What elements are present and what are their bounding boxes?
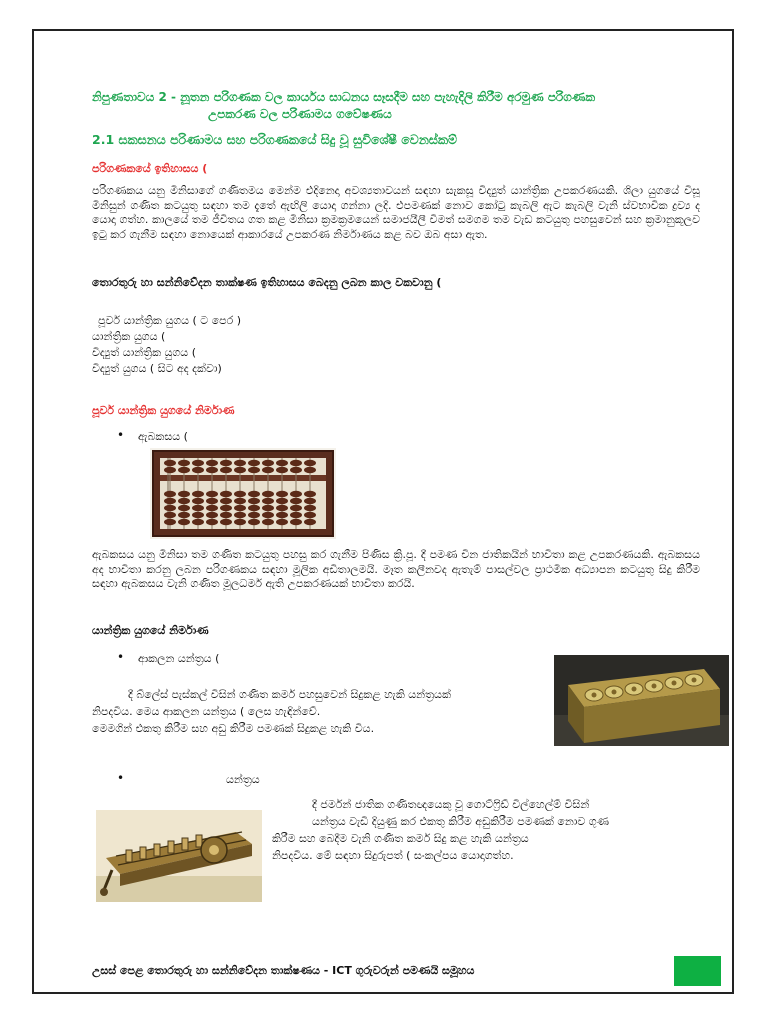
bullet-leibniz-machine: • <box>117 771 125 785</box>
competency-heading-line2: උපකරණ වල පරිණාමය ගවේෂණය <box>208 107 392 121</box>
bullet-adding-machine: • <box>117 650 125 664</box>
section-title: 2.1 සකසනය පරිණාමය සහ පරිගණකයේ සිදු වූ සුවිශේෂී වෙනස්කම් <box>92 132 458 147</box>
pascal-paragraph-line1: දී බ්ලේස් පැස්කල් විසින් ගණිත කර්ම පහසුවෙන් සිදුකළ හැකි යන්ත්‍රයක් <box>128 688 451 701</box>
abacus-image <box>150 448 336 539</box>
pre-mechanical-title: පූර්ව යාන්ත්‍රික යුගයේ නිර්මාණ <box>92 404 235 417</box>
page-number-box <box>674 956 721 986</box>
bullet-abacus: • <box>117 428 125 442</box>
leibniz-machine-label: යන්ත්‍රය <box>226 773 260 786</box>
history-title: පරිගණකයේ ඉතිහාසය ( <box>92 162 208 175</box>
period-item: විද්‍යුත් යාන්ත්‍රික යුගය ( <box>92 346 196 359</box>
pascal-paragraph-line3: මෙමගින් එකතු කිරීම සහ අඩු කිරීම පමණක් සිදුකළ හැකි විය. <box>92 722 375 735</box>
period-item: විද්‍යුත් යුගය ( සිට අද දක්වා) <box>92 362 222 375</box>
adding-machine-label: ආකලන යන්ත්‍රය ( <box>138 652 220 665</box>
leibniz-paragraph-line3: කිරීම සහ බෙදීම වැනි ගණිත කර්ම සිදු කළ හැකි යන්ත්‍රය <box>272 832 529 845</box>
history-paragraph: පරිගණකය යනු මිනිසාගේ ගණිතමය මෙන්ම එදිනෙදා අවශ්‍යතාවයන් සඳහා සැකසූ විද්‍යුත් යාන්ත්‍රික උපකරණයකි. ශිලා යුගයේ විසූ මිනිසුන් ගණිත කටයුතු සඳහා තම දැතේ ඇඟිලි යොදා ගන්නා ලදි. එපමණක් නොව කෝටු කැබලි ඇට කැබලි වැනි ස්වභාවික ද්‍රව්‍ය ද යොදා ගත්හ. කාලයේ තම ජීවිතය ගත කළ මිනිසා ක්‍රමක්‍රමයෙන් සමාජයීලී වීමත් සමගම තම වැඩ කටයුතු පහසුවෙන් සහ ක්‍රමානුකූලව ඉටු කර ගැනීම සඳහා නොයෙක් ආකාරයේ උපකරණ නිර්මාණය කළ බව ඔබ අසා ඇත. <box>92 184 700 241</box>
period-item: පූර්ව යාන්ත්‍රික යුගය ( ට පෙර ) <box>98 314 242 327</box>
pascal-paragraph-line2: නිපදවීය. මෙය ආකලන යන්ත්‍රය ( ලෙස හැඳින්වේ. <box>92 705 321 718</box>
abacus-item-label: ඇබකසය ( <box>138 430 188 443</box>
competency-heading-line1: නිපුණතාවය 2 - නූතන පරිගණක වල කාර්යය සාධනය සෑසදීම සහ පැහැදිලි කිරීම අරමුණ පරිගණක <box>92 90 596 104</box>
periods-title: තොරතුරු හා සන්නිවේදන තාක්ෂණ ඉතිහාසය බෙදනු ලබන කාල වකවානු ( <box>92 276 442 289</box>
footer-text: උසස් පෙළ තොරතුරු හා සන්නිවේදන තාක්ෂණය - ICT ගුරුවරුන් පමණයි සමූහය <box>92 964 475 977</box>
leibniz-paragraph-line4: නිපදවීය. මේ සඳහා සිදුරුපත් ( සංකල්පය යොදාගත්හ. <box>272 849 514 862</box>
leibniz-paragraph-line2: යන්ත්‍රය වැඩි දියුණු කර එකතු කිරීම අඩුකිරීම පමණක් නොව ගුණ <box>312 815 610 828</box>
mechanical-title: යාන්ත්‍රික යුගයේ නිර්මාණ <box>92 624 209 637</box>
pascaline-image <box>554 655 729 746</box>
leibniz-paragraph-line1: දී ජර්මන් ජාතික ගණිතඥයෙකු වූ ගොට්ෆ්‍රිඩ් විල්හෙල්ම් විසින් <box>312 798 590 811</box>
period-item: යාන්ත්‍රික යුගය ( <box>92 330 166 343</box>
stepped-reckoner-image <box>96 810 262 902</box>
abacus-paragraph: ඇබකසය යනු මිනිසා තම ගණිත කටයුතු පහසු කර ගැනීම පිණිස ක්‍රි.පූ. දී පමණ චීන ජාතිකයින් භාවිතා කළ උපකරණයකි. ඇබකසය අද භාවිතා කරනු ලබන පරිගණකය සඳහා මූලික අඩිතාලමයි. මෑත කලීනවද ඇතැම් පාසල්වල ප්‍රාථමික අධ්‍යාපන කටයුතු සිදු කිරීම සඳහා ඇබකසය වැනි ගණිත මූලධර්ම ඇති උපකරණයක් භාවිතා කරයි. <box>92 548 700 590</box>
